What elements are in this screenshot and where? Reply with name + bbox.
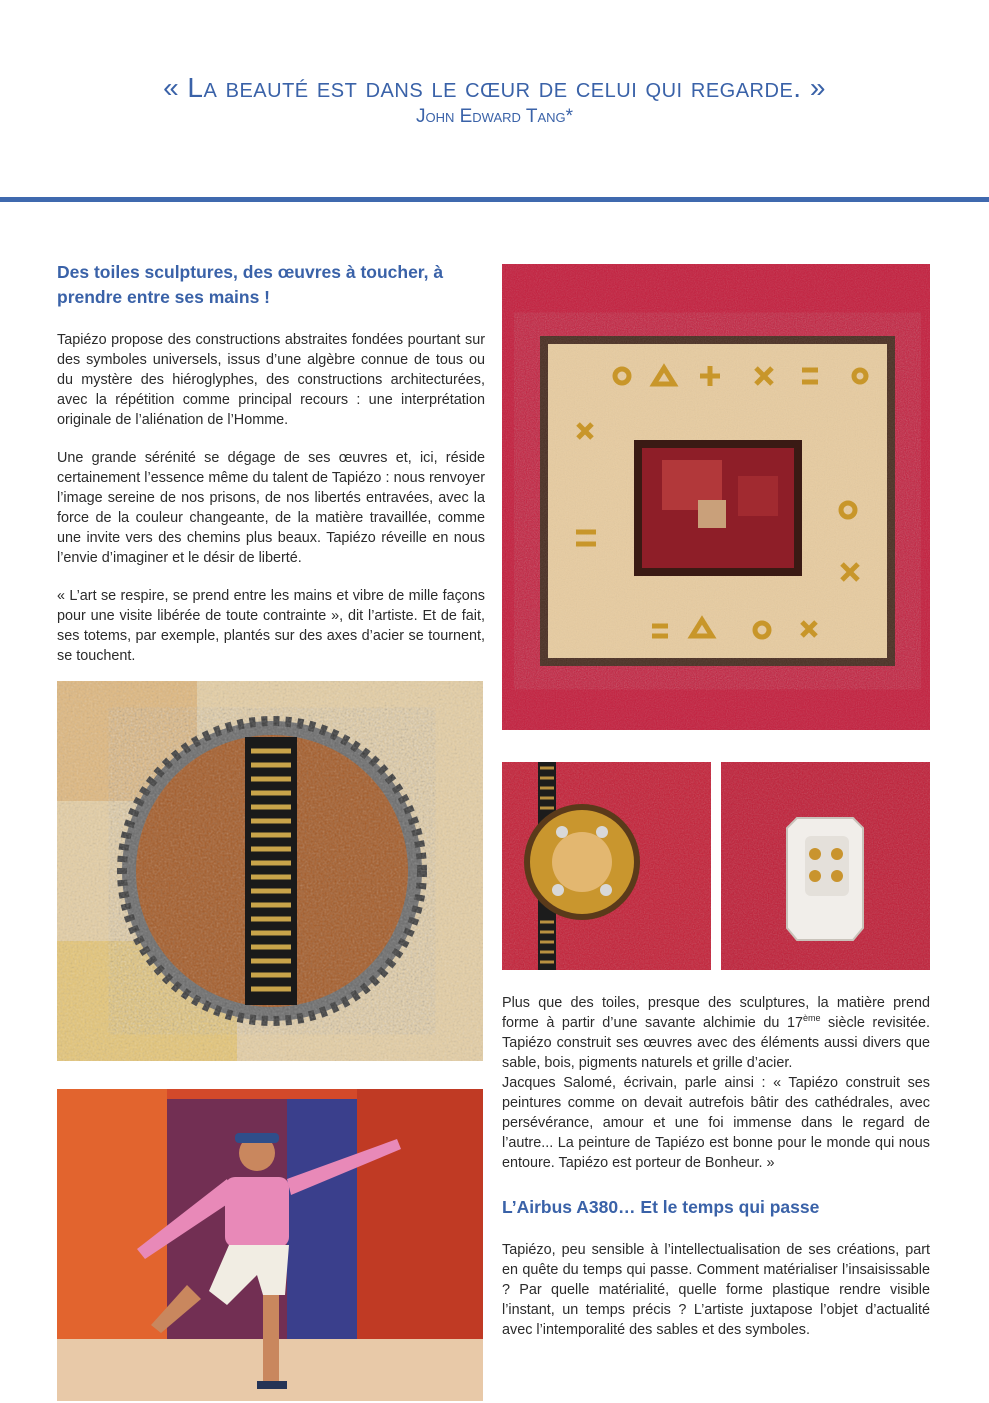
paragraph-6: Tapiézo, peu sensible à l’intellectualisation de ses créations, part en quête du temps qui passe. Comment matérialiser l’insaisissable ? Par quelle matérialité, quelle forme plastique rendre visible l’instant, un temps précis ? L’artiste juxtapose l’objet d’actualité avec l’intemporalité des sables et des symboles. (502, 1242, 930, 1338)
quote-author: John Edward Tang* (415, 106, 574, 127)
photo-artist-posing (57, 1089, 483, 1401)
painting-red-plastic-tray (721, 762, 930, 970)
paragraph-1: Tapiézo propose des constructions abstraites fondées pourtant sur des symboles universels, issus d’une algèbre connue de tous ou du mystère des hiéroglyphes, des constructions architecturées, avec la répétition comme principal recours : une interprétation originale de l’aliénation de l’Homme. (57, 332, 485, 428)
page-quote: « La beauté est dans le cœur de celui qui regarde. » (163, 72, 826, 103)
paragraph-4-part-2: siècle revisitée. Tapiézo construit ses œuvres avec des éléments aussi divers que sable, bois, pigments naturels et grille d’acier. (502, 1015, 930, 1071)
section-heading-sculptures: Des toiles sculptures, des œuvres à toucher, à prendre entre ses mains ! (57, 262, 444, 307)
paragraph-4-part-1: Plus que des toiles, presque des sculptures, la matière prend forme à partir d’une savante alchimie du 17 (502, 995, 930, 1031)
painting-red-square-circuit (502, 264, 930, 730)
right-text-column (502, 993, 930, 1340)
header-divider (0, 197, 989, 202)
paragraph-4 (502, 993, 930, 1073)
header-quote-block (0, 72, 989, 128)
painting-gear-circle (57, 681, 483, 1061)
paragraph-5: Jacques Salomé, écrivain, parle ainsi : « Tapiézo construit ses peintures comme on devait autrefois bâtir des cathédrales, avec persévérance, amour et une foi immense dans le regard de l’autre... La peinture de Tapiézo est bonne pour le monde qui nous entoure. Tapiézo est porteur de Bonheur. » (502, 1075, 930, 1171)
paragraph-2: Une grande sérénité se dégage de ses œuvres et, ici, réside certainement l’essence même du talent de Tapiézo : nous renvoyer l’image sereine de nos prisons, de nos libertés entravées, avec la force de la couleur changeante, de la matière travaillée, comme une invite vers des chemins plus beaux. Tapiézo réveille en nous l’envie d’imaginer et le désir de liberté. (57, 450, 485, 566)
superscript-eme: ème (802, 1013, 821, 1023)
painting-red-zipper-medallion (502, 762, 711, 970)
left-text-column (57, 260, 485, 666)
paragraph-3: « L’art se respire, se prend entre les mains et vibre de mille façons pour une visite libérée de toute contrainte », dit l’artiste. Et de fait, ses totems, par exemple, plantés sur des axes d’acier se tournent, se touchent. (57, 588, 485, 664)
section-heading-airbus: L’Airbus A380… Et le temps qui passe (502, 1197, 820, 1217)
